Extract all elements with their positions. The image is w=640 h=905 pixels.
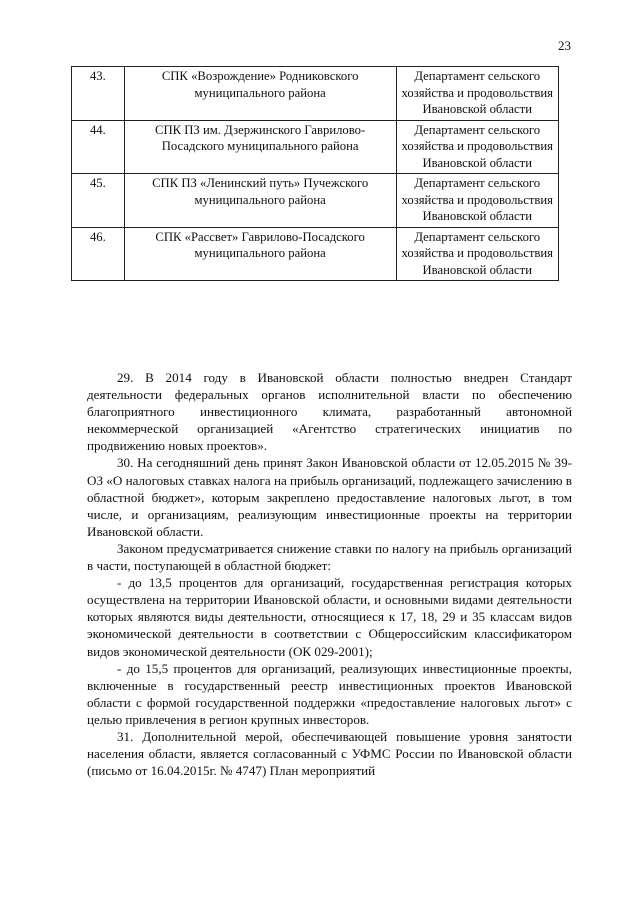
paragraph-30: 30. На сегодняшний день принят Закон Ивановской области от 12.05.2015 № 39-ОЗ «О налоговых ставках налога на прибыль организаций, подлежащего зачислению в областной бюджет», которым закреплено предоставление налоговых льгот, в том числе, и организациям, реализующим инвестиционные проекты на территории Ивановской области. bbox=[87, 455, 572, 539]
page-number: 23 bbox=[558, 38, 571, 53]
organization-name: СПК ПЗ «Ленинский путь» Пучежского муниципального района bbox=[124, 174, 396, 228]
table-row bbox=[72, 120, 559, 174]
paragraph-31: 31. Дополнительной мерой, обеспечивающей повышение уровня занятости населения области, является согласованный с УФМС России по Ивановской области (письмо от 16.04.2015г. № 4747) План мероприятий bbox=[87, 728, 572, 779]
document-body bbox=[87, 369, 572, 779]
organization-name: СПК «Рассвет» Гаврилово-Посадского муниципального района bbox=[124, 227, 396, 281]
row-number: 46. bbox=[72, 227, 125, 281]
responsible-department: Департамент сельского хозяйства и продовольствия Ивановской области bbox=[396, 174, 559, 228]
paragraph-law-provisions: Законом предусматривается снижение ставки по налогу на прибыль организаций в части, поступающей в областной бюджет: bbox=[87, 540, 572, 574]
organizations-table bbox=[71, 66, 559, 281]
organization-name: СПК «Возрождение» Родниковского муниципального района bbox=[124, 67, 396, 121]
row-number: 45. bbox=[72, 174, 125, 228]
responsible-department: Департамент сельского хозяйства и продовольствия Ивановской области bbox=[396, 227, 559, 281]
organization-name: СПК ПЗ им. Дзержинского Гаврилово-Посадского муниципального района bbox=[124, 120, 396, 174]
table-row bbox=[72, 227, 559, 281]
paragraph-29: 29. В 2014 году в Ивановской области полностью внедрен Стандарт деятельности федеральных органов исполнительной власти по обеспечению благоприятного инвестиционного климата, разработанный автономной некоммерческой организацией «Агентство стратегических инициатив по продвижению новых проектов». bbox=[87, 370, 572, 454]
row-number: 43. bbox=[72, 67, 125, 121]
row-number: 44. bbox=[72, 120, 125, 174]
bullet-item-13-5-percent: - до 13,5 процентов для организаций, государственная регистрация которых осуществлена на территории Ивановской области, и основными видами деятельности которых являются виды деятельности, относящиеся к 17, 18, 29 и 35 классам видов экономической деятельности в соответствии с Общероссийским классификатором видов экономической деятельности (ОК 029-2001); bbox=[87, 575, 572, 659]
table-row bbox=[72, 174, 559, 228]
table-row bbox=[72, 67, 559, 121]
responsible-department: Департамент сельского хозяйства и продовольствия Ивановской области bbox=[396, 120, 559, 174]
responsible-department: Департамент сельского хозяйства и продовольствия Ивановской области bbox=[396, 67, 559, 121]
bullet-item-15-5-percent: - до 15,5 процентов для организаций, реализующих инвестиционные проекты, включенные в государственный реестр инвестиционных проектов Ивановской области с формой государственной поддержки «предоставление налоговых льгот» с целью привлечения в регион крупных инвесторов. bbox=[87, 660, 572, 727]
